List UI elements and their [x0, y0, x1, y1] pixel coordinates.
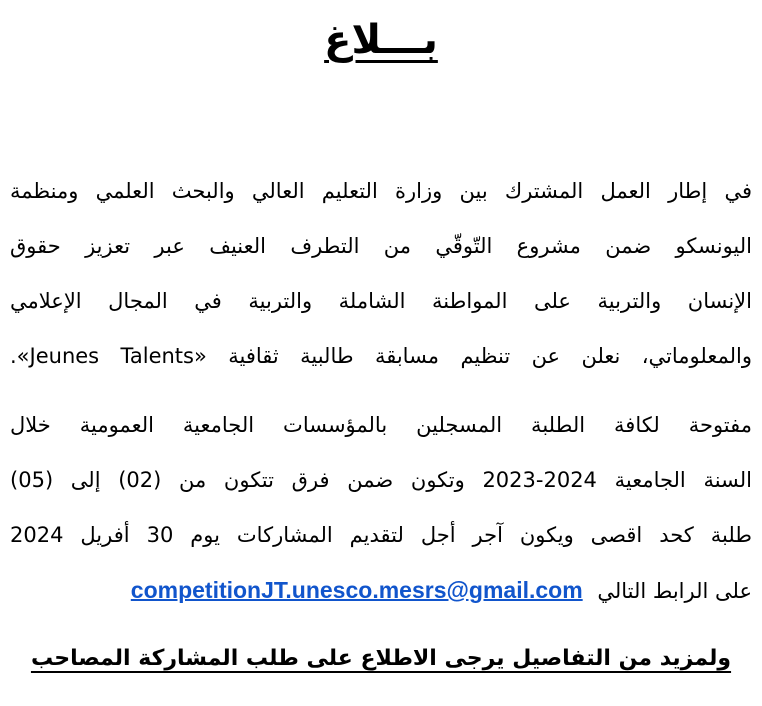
page-title [10, 12, 752, 68]
submission-email-link[interactable]: competitionJT.unesco.mesrs@gmail.com [130, 577, 583, 603]
paragraph-line: طلبة كحد اقصى ويكون آجر أجل لتقديم المشاركات يوم 30 أفريل 2024 [10, 523, 752, 547]
submission-link-line [10, 563, 752, 618]
document-page [0, 12, 762, 706]
announcement-title-text: بـــلاغ [324, 17, 438, 63]
paragraph-line: والمعلوماتي، نعلن عن تنظيم مسابقة طالبية ثقافية «Jeunes Talents». [10, 344, 752, 368]
footer-note [10, 634, 752, 684]
paragraph-line: في إطار العمل المشترك بين وزارة التعليم العالي والبحث العلمي ومنظمة [10, 179, 752, 203]
intro-paragraph [10, 164, 752, 384]
paragraph-line: اليونسكو ضمن مشروع التّوقّي من التطرف العنيف عبر تعزيز حقوق [10, 234, 752, 258]
details-paragraph [10, 398, 752, 618]
link-prefix-text: على الرابط التالي [590, 579, 752, 603]
paragraph-line: السنة الجامعية 2024-2023 وتكون ضمن فرق تتكون من (02) إلى (05) [10, 468, 752, 492]
footer-note-text: ولمزيد من التفاصيل يرجى الاطلاع على طلب المشاركة المصاحب [30, 646, 732, 671]
paragraph-line: الإنسان والتربية على المواطنة الشاملة والتربية في المجال الإعلامي [10, 289, 752, 313]
paragraph-line: مفتوحة لكافة الطلبة المسجلين بالمؤسسات الجامعية العمومية خلال [10, 413, 752, 437]
